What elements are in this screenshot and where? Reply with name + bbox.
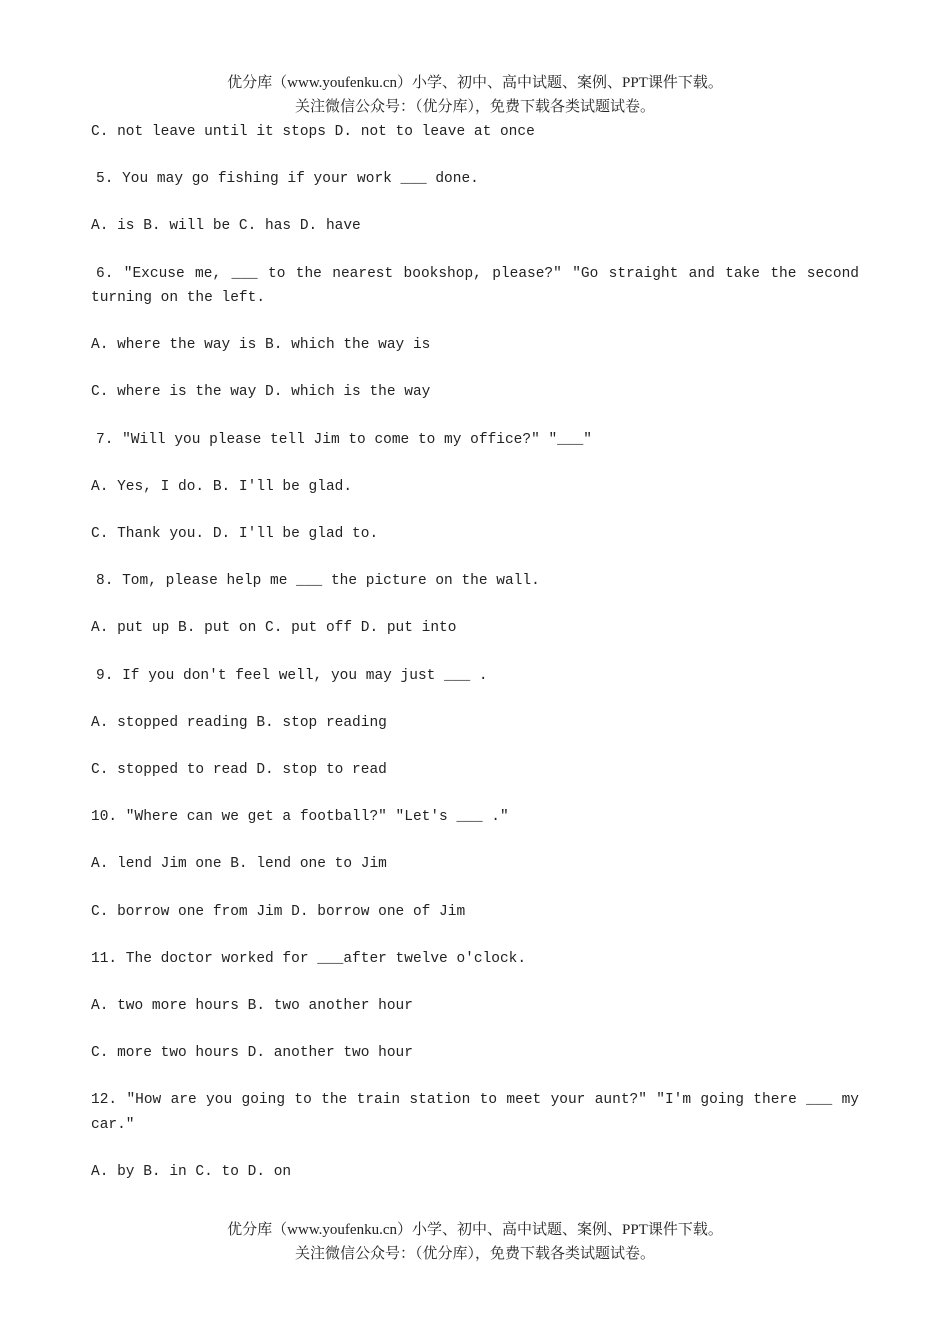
line-text: "Where can we get a football?" "Let's ___ ." xyxy=(117,809,509,826)
question-list xyxy=(91,120,868,1207)
question-stem xyxy=(91,262,868,311)
line-text: C. where is the way D. which is the way xyxy=(91,384,431,401)
footer-line-2: 关注微信公众号：（优分库），免费下载各类试题试卷。 xyxy=(294,1246,655,1262)
question-number: 8. xyxy=(96,573,114,590)
line-text: C. stopped to read D. stop to read xyxy=(91,761,387,778)
question-stem xyxy=(91,664,859,689)
question-number: 6. xyxy=(96,265,114,282)
answer-options xyxy=(91,711,859,736)
line-text: C. borrow one from Jim D. borrow one of Jim xyxy=(91,903,466,920)
line-text: If you don't feel well, you may just ___ . xyxy=(113,667,488,684)
line-text: C. more two hours D. another two hour xyxy=(91,1045,413,1062)
answer-options xyxy=(91,380,859,405)
line-text: A. two more hours B. two another hour xyxy=(91,997,413,1014)
line-text: A. stopped reading B. stop reading xyxy=(91,714,387,731)
line-text: You may go fishing if your work ___ done. xyxy=(113,171,479,188)
question-stem xyxy=(91,167,859,192)
question-stem xyxy=(91,1088,868,1137)
answer-options xyxy=(91,852,859,877)
line-text: C. not leave until it stops D. not to leave at once xyxy=(91,124,535,140)
question-stem xyxy=(91,947,859,972)
question-number: 5. xyxy=(96,171,114,188)
question-number: 12. xyxy=(91,1092,118,1109)
question-number: 11. xyxy=(91,950,118,967)
answer-options xyxy=(91,214,859,239)
answer-options xyxy=(91,1041,859,1066)
line-text: "How are you going to the train station to meet your aunt?" "I'm going there ___ my car." xyxy=(91,1092,868,1133)
answer-options xyxy=(91,522,859,547)
answer-options xyxy=(91,616,859,641)
answer-options xyxy=(91,900,859,925)
answer-options xyxy=(91,994,859,1019)
line-text: A. Yes, I do. B. I'll be glad. xyxy=(91,478,353,495)
answer-options xyxy=(91,1160,859,1185)
line-text: C. Thank you. D. I'll be glad to. xyxy=(91,526,379,542)
question-number: 10. xyxy=(91,809,118,826)
line-text: A. by B. in C. to D. on xyxy=(91,1163,292,1180)
page-header xyxy=(0,71,950,119)
line-text: Tom, please help me ___ the picture on the wall. xyxy=(113,573,540,590)
line-text: "Excuse me, ___ to the nearest bookshop, please?" "Go straight and take the second turning on the left. xyxy=(91,265,868,307)
header-line-1: 优分库（www.youfenku.cn）小学、初中、高中试题、案例、PPT课件下载。 xyxy=(227,75,723,91)
footer-line-1: 优分库（www.youfenku.cn）小学、初中、高中试题、案例、PPT课件下载。 xyxy=(227,1222,723,1238)
answer-options xyxy=(91,333,859,358)
answer-options xyxy=(91,475,859,500)
header-line-2: 关注微信公众号：（优分库），免费下载各类试题试卷。 xyxy=(294,99,655,115)
line-text: A. is B. will be C. has D. have xyxy=(91,218,361,235)
question-stem xyxy=(91,428,859,453)
question-stem xyxy=(91,805,859,830)
line-text: A. where the way is B. which the way is xyxy=(91,337,431,354)
question-stem xyxy=(91,569,859,594)
question-number: 9. xyxy=(96,667,114,684)
answer-options xyxy=(91,120,859,145)
question-number: 7. xyxy=(96,431,114,448)
line-text: "Will you please tell Jim to come to my office?" "___" xyxy=(113,431,592,448)
page-footer xyxy=(0,1218,950,1266)
answer-options xyxy=(91,758,859,783)
line-text: The doctor worked for ___after twelve o'clock. xyxy=(117,950,527,967)
line-text: A. lend Jim one B. lend one to Jim xyxy=(91,856,387,873)
line-text: A. put up B. put on C. put off D. put into xyxy=(91,620,457,637)
